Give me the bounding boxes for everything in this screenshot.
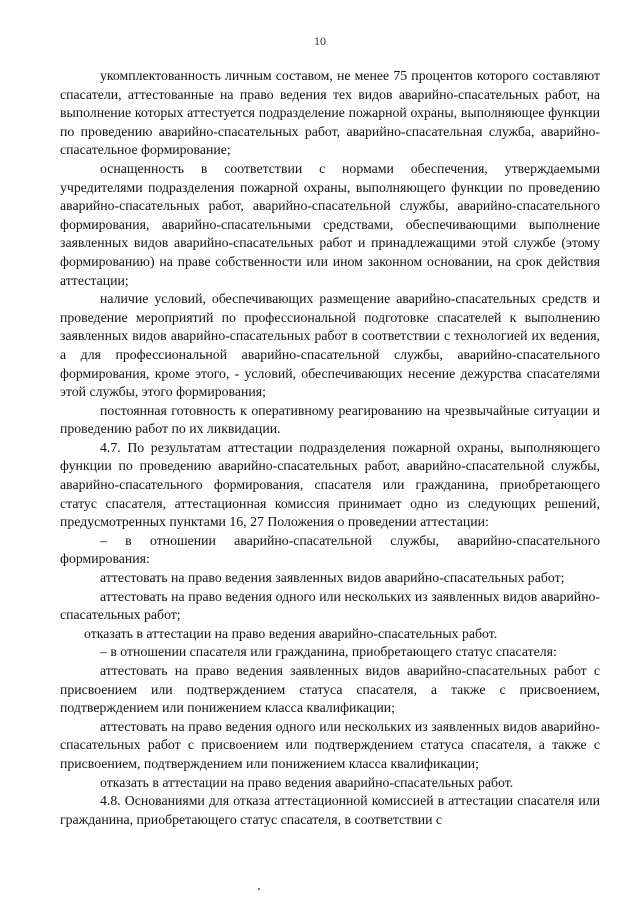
scan-dot xyxy=(258,888,260,890)
paragraph-rescuer-decisions-heading: – в отношении спасателя или гражданина, приобретающего статус спасателя: xyxy=(100,644,557,660)
paragraph-rescuer-decision-3: отказать в аттестации на право ведения аварийно-спасательных работ. xyxy=(100,774,514,790)
paragraph-rescuer-decision-2: аттестовать на право ведения одного или нескольких из заявленных видов аварийно-спасательных работ с присвоением или подтверждением статуса спасателя, а также с присвоением, подтверждением или понижением класса квалификации; xyxy=(60,718,600,771)
paragraph-service-decision-2: аттестовать на право ведения одного или нескольких из заявленных видов аварийно-спасательных работ; xyxy=(60,588,600,623)
document-body xyxy=(60,67,600,829)
page-number: 10 xyxy=(314,34,326,48)
paragraph-4-8: 4.8. Основаниями для отказа аттестационной комиссией в аттестации спасателя или гражданина, приобретающего статус спасателя, в соответствии с xyxy=(60,793,600,827)
paragraph-service-decision-1: аттестовать на право ведения заявленных видов аварийно-спасательных работ; xyxy=(100,570,565,586)
paragraph-readiness: постоянная готовность к оперативному реагированию на чрезвычайные ситуации и проведению работ по их ликвидации. xyxy=(60,402,600,437)
paragraph-equipment: оснащенность в соответствии с нормами обеспечения, утверждаемыми учредителями подразделения пожарной охраны, выполняющего функции по проведению аварийно-спасательных работ, аварийно-спасательной службы, аварийно-спасательного формирования, аварийно-спасательными средствами, обеспечивающими выполнение заявленных видов аварийно-спасательных работ и принадлежащими этой службе (этому формированию) на праве собственности или ином законном основании, на срок действия аттестации; xyxy=(60,160,600,288)
paragraph-staffing: укомплектованность личным составом, не менее 75 процентов которого составляют спасатели, аттестованные на право ведения тех видов аварийно-спасательных работ, на выполнение которых аттестуется подразделение пожарной охраны, выполняющее функции по проведению аварийно-спасательных работ, аварийно-спасательная служба, аварийно-спасательное формирование; xyxy=(60,68,600,158)
paragraph-4-7: 4.7. По результатам аттестации подразделения пожарной охраны, выполняющего функции по проведению аварийно-спасательных работ, аварийно-спасательной службы, аварийно-спасательного формирования, спасателя или гражданина, приобретающего статус спасателя, аттестационная комиссия принимает одно из следующих решений, предусмотренных пунктами 16, 27 Положения о проведении аттестации: xyxy=(60,439,600,530)
paragraph-service-decisions-heading: – в отношении аварийно-спасательной службы, аварийно-спасательного формирования: xyxy=(60,532,600,567)
paragraph-rescuer-decision-1: аттестовать на право ведения заявленных видов аварийно-спасательных работ с присвоением или подтверждением статуса спасателя, а также с присвоением, подтверждением или понижением класса квалификации; xyxy=(60,663,600,716)
paragraph-service-decision-3: отказать в аттестации на право ведения аварийно-спасательных работ. xyxy=(84,625,498,641)
paragraph-conditions: наличие условий, обеспечивающих размещение аварийно-спасательных средств и проведение мероприятий по профессиональной подготовке спасателей к выполнению заявленных видов аварийно-спасательных работ в соответствии с технологией их ведения, а для профессиональной аварийно-спасательной службы, аварийно-спасательного формирования, кроме этого, - условий, обеспечивающих несение дежурства спасателями этой службы, этого формирования; xyxy=(60,291,600,400)
